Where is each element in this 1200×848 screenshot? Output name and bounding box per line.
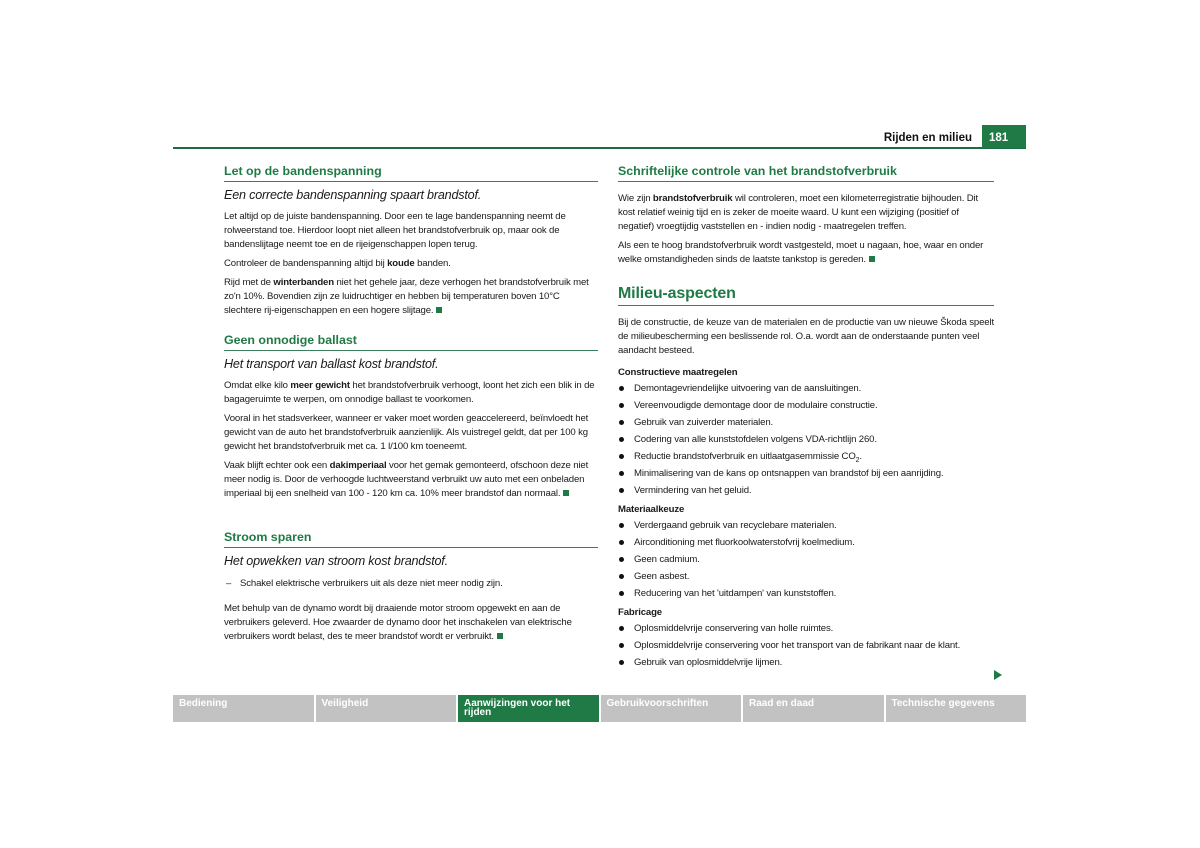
list-item: Airconditioning met fluorkoolwaterstofvrij koelmedium.	[618, 534, 994, 551]
end-marker-icon	[869, 256, 875, 262]
text: Vaak blijft echter ook een	[224, 460, 330, 471]
section-subtitle: Het opwekken van stroom kost brandstof.	[224, 554, 448, 568]
tab-technische-gegevens[interactable]: Technische gegevens	[886, 695, 1027, 722]
header-rule	[173, 147, 1026, 149]
list-fabricage	[618, 620, 994, 671]
section-bandenspanning	[224, 164, 598, 323]
list-item: Verdergaand gebruik van recyclebare materialen.	[618, 517, 994, 534]
bold-text: meer gewicht	[290, 380, 350, 391]
section-heading: Milieu-aspecten	[618, 284, 994, 306]
section-heading: Let op de bandenspanning	[224, 164, 598, 182]
paragraph	[224, 602, 598, 644]
list-item	[618, 448, 994, 465]
section-heading: Stroom sparen	[224, 530, 598, 548]
list-item: Demontagevriendelijke uitvoering van de aansluitingen.	[618, 380, 994, 397]
end-marker-icon	[497, 633, 503, 639]
continue-arrow-icon	[994, 670, 1002, 680]
end-marker-icon	[436, 307, 442, 313]
text: Met behulp van de dynamo wordt bij draaiende motor stroom opgewekt en aan de verbruikers geleverd. Hoe zwaarder de dynamo door het inschakelen van elektrische verbruikers wordt belast, des te meer brandstof wordt er verbruikt.	[224, 603, 572, 642]
text: .	[859, 451, 862, 462]
text: het brandstofverbruik verhoogt, loont het zich een blik in de bagageruimte te werpen, om onnodige ballast te voorkomen.	[224, 380, 595, 405]
tab-raad-en-daad[interactable]: Raad en daad	[743, 695, 884, 722]
chapter-tabs	[173, 695, 1026, 722]
text: niet het gehele jaar, deze verhogen het brandstofverbruik met zo'n 10%. Bovendien zijn ze luidruchtiger en hebben bij temperaturen boven 10°C slechtere rij-eigenschappen en een hogere slijtage.	[224, 277, 589, 316]
paragraph	[224, 459, 598, 501]
tab-aanwijzingen-voor-het-rijden[interactable]: Aanwijzingen voor het rijden	[458, 695, 599, 722]
list-item: Reducering van het 'uitdampen' van kunststoffen.	[618, 585, 994, 602]
tab-gebruikvoorschriften[interactable]: Gebruikvoorschriften	[601, 695, 742, 722]
paragraph	[224, 257, 598, 271]
section-heading: Geen onnodige ballast	[224, 333, 598, 351]
list-item: Geen cadmium.	[618, 551, 994, 568]
section-stroom	[224, 530, 598, 649]
list-item: Vermindering van het geluid.	[618, 482, 994, 499]
list-item: Gebruik van oplosmiddelvrije lijmen.	[618, 654, 994, 671]
section-heading: Schriftelijke controle van het brandstofverbruik	[618, 164, 994, 182]
page-number: 181	[982, 125, 1026, 148]
text: Wie zijn	[618, 193, 653, 204]
section-schriftelijke-controle	[618, 164, 994, 272]
text: banden.	[414, 258, 451, 269]
bold-text: winterbanden	[273, 277, 334, 288]
chapter-title: Rijden en milieu	[883, 132, 972, 144]
text: Reductie brandstofverbruik en uitlaatgasemmissie CO	[634, 451, 856, 462]
end-marker-icon	[563, 490, 569, 496]
section-ballast	[224, 333, 598, 506]
subscript: 2	[855, 456, 860, 464]
list-item: Geen asbest.	[618, 568, 994, 585]
list-item: Minimalisering van de kans op ontsnappen van brandstof bij een aanrijding.	[618, 465, 994, 482]
list-item: Codering van alle kunststofdelen volgens VDA-richtlijn 260.	[618, 431, 994, 448]
text: voor het gemak gemonteerd, ofschoon deze niet meer nodig is. Door de verhoogde luchtweerstand verbruikt uw auto met een onbeladen imperiaal bij een snelheid van 100 - 120 km ca. 10% meer brandstof dan normaal.	[224, 460, 589, 499]
paragraph: Bij de constructie, de keuze van de materialen en de productie van uw nieuwe Škoda speelt de milieubescherming een beslissende rol. O.a. wordt aan de onderstaande punten veel aandacht besteed.	[618, 317, 994, 356]
text: Rijd met de	[224, 277, 274, 288]
paragraph	[224, 379, 598, 407]
section-subtitle: Een correcte bandenspanning spaart brandstof.	[224, 188, 482, 202]
paragraph: Let altijd op de juiste bandenspanning. Door een te lage bandenspanning neemt de rolweerstand toe. Hierdoor loopt niet alleen het brandstofverbruik op, maar ook de bandenslijtage neemt toe en de rijeigenschappen lopen terug.	[224, 211, 566, 250]
group-heading: Constructieve maatregelen	[618, 367, 738, 378]
section-milieu-aspecten	[618, 284, 994, 671]
list-item: Oplosmiddelvrije conservering voor het transport van de fabrikant naar de klant.	[618, 637, 994, 654]
bold-text: dakimperiaal	[329, 460, 387, 471]
bold-text: brandstofverbruik	[652, 193, 733, 204]
list-item: Gebruik van zuiverder materialen.	[618, 414, 994, 431]
tab-bediening[interactable]: Bediening	[173, 695, 314, 722]
group-heading: Fabricage	[618, 607, 662, 618]
text: wil controleren, moet een kilometerregistratie bijhouden. Dit kost relatief weinig tijd en is zeker de moeite waard. U kunt een wijziging (positief of negatief) vroegtijdig vaststellen en - indien nodig - maatregelen treffen.	[618, 193, 979, 232]
text: Omdat elke kilo	[224, 380, 291, 391]
list-materiaalkeuze	[618, 517, 994, 602]
bold-text: koude	[387, 258, 415, 269]
list-item: Vereenvoudigde demontage door de modulaire constructie.	[618, 397, 994, 414]
text: Als een te hoog brandstofverbruik wordt vastgesteld, moet u nagaan, hoe, waar en onder welke omstandigheden sinds de laatste tankstop is gereden.	[618, 240, 984, 265]
list-constructieve	[618, 380, 994, 499]
step-item: – Schakel elektrische verbruikers uit als deze niet meer nodig zijn.	[224, 577, 598, 591]
paragraph	[618, 239, 994, 267]
group-heading: Materiaalkeuze	[618, 504, 685, 515]
paragraph	[224, 276, 598, 318]
section-subtitle: Het transport van ballast kost brandstof.	[224, 357, 439, 371]
paragraph	[618, 192, 994, 234]
tab-veiligheid[interactable]: Veiligheid	[316, 695, 457, 722]
text: Controleer de bandenspanning altijd bij	[224, 258, 388, 269]
list-item: Oplosmiddelvrije conservering van holle ruimtes.	[618, 620, 994, 637]
paragraph: Vooral in het stadsverkeer, wanneer er vaker moet worden geaccelereerd, beïnvloedt het gewicht van de auto het brandstofverbruik aanzienlijk. Als vuistregel geldt, dat per 100 kg gewicht het brandstofverbruik met ca. 1 l/100 km toeneemt.	[224, 413, 589, 452]
